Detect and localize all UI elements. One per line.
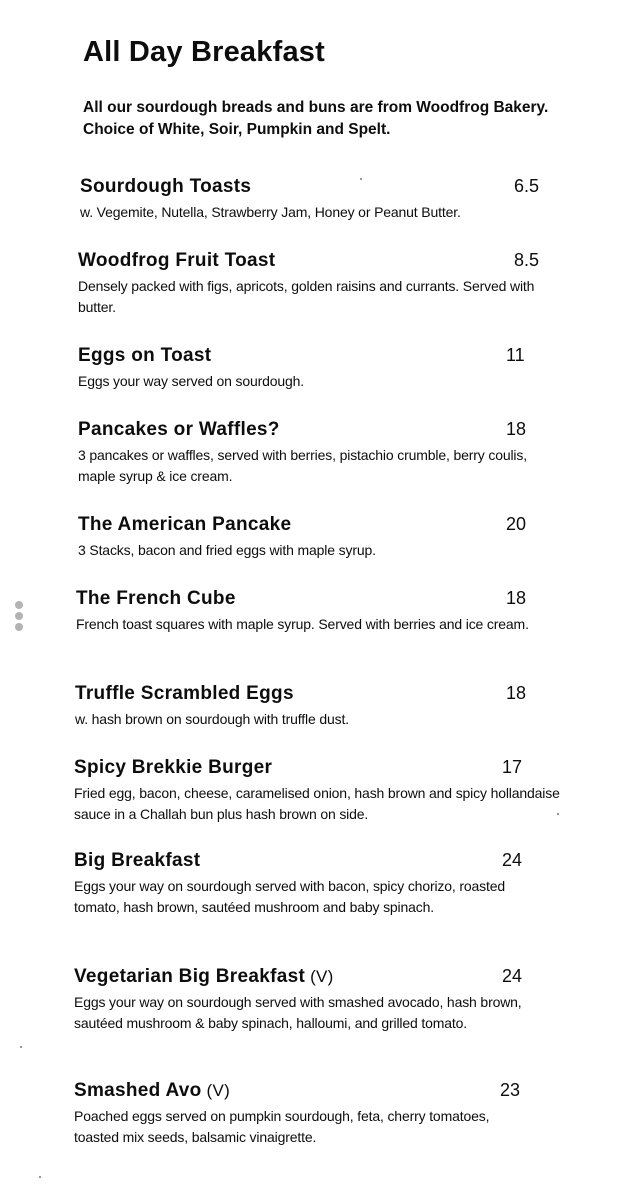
menu-item-name: Pancakes or Waffles? [78, 419, 280, 440]
menu-item-name: The French Cube [76, 588, 236, 609]
menu-item-description: 3 pancakes or waffles, served with berries, pistachio crumble, berry coulis, maple syrup & ice cream. [78, 447, 527, 484]
scan-speck [557, 813, 559, 815]
menu-item-name: The American Pancake [78, 514, 292, 535]
menu-item-name: Truffle Scrambled Eggs [75, 683, 294, 704]
menu-item-price: 18 [506, 419, 527, 439]
menu-item-the-french-cube [76, 588, 540, 635]
menu-item-description: w. Vegemite, Nutella, Strawberry Jam, Honey or Peanut Butter. [80, 204, 461, 220]
menu-item-price: 20 [506, 514, 527, 534]
menu-item-truffle-scrambled-eggs [75, 683, 540, 730]
menu-item-name: Sourdough Toasts [80, 176, 252, 197]
menu-item-price: 24 [502, 966, 523, 986]
ellipsis-dot [15, 612, 23, 620]
menu-item-price: 24 [502, 850, 523, 870]
menu-intro: All our sourdough breads and buns are from Woodfrog Bakery. Choice of White, Soir, Pumpkin and Spelt. [83, 99, 549, 138]
menu-item-description: French toast squares with maple syrup. Served with berries and ice cream. [76, 616, 529, 632]
menu-item-description: Fried egg, bacon, cheese, caramelised onion, hash brown and spicy hollandaise sauce in a Challah bun plus hash brown on side. [74, 785, 560, 822]
menu-item-price: 18 [506, 683, 527, 703]
menu-item-the-american-pancake [78, 514, 540, 561]
scan-speck [360, 178, 362, 180]
menu-title: All Day Breakfast [83, 36, 325, 68]
menu-item-smashed-avo [74, 1080, 534, 1147]
menu-item-pancakes-or-waffles [78, 419, 540, 486]
menu-item-big-breakfast [74, 850, 536, 917]
menu-item-description: Eggs your way served on sourdough. [78, 373, 305, 389]
menu-item-name: Woodfrog Fruit Toast [78, 250, 276, 271]
menu-item-price: 11 [506, 345, 525, 365]
menu-item-price: 23 [500, 1080, 521, 1100]
menu-item-woodfrog-fruit-toast [78, 250, 548, 317]
scan-speck [20, 1046, 22, 1048]
menu-item-price: 18 [506, 588, 527, 608]
menu-item-name: Smashed Avo (V) [74, 1080, 231, 1101]
menu-item-vegetarian-big-breakfast [74, 966, 536, 1033]
menu-item-description: Poached eggs served on pumpkin sourdough, feta, cherry tomatoes, toasted mix seeds, balsamic vinaigrette. [74, 1108, 490, 1145]
menu-item-description: w. hash brown on sourdough with truffle dust. [75, 711, 349, 727]
menu-item-name: Spicy Brekkie Burger [74, 757, 273, 778]
menu-item-name: Vegetarian Big Breakfast (V) [74, 966, 334, 987]
menu-item-eggs-on-toast [78, 345, 540, 392]
vegetarian-tag: (V) [310, 967, 334, 986]
menu-item-price: 6.5 [514, 176, 540, 196]
menu-item-name: Big Breakfast [74, 850, 201, 871]
ellipsis-dot [15, 601, 23, 609]
menu-item-description: 3 Stacks, bacon and fried eggs with maple syrup. [78, 542, 376, 558]
menu-item-description: Densely packed with figs, apricots, golden raisins and currants. Served with butter. [78, 278, 535, 315]
vertical-ellipsis-icon[interactable] [15, 601, 25, 634]
menu-item-price: 17 [502, 757, 523, 777]
menu-item-spicy-brekkie-burger [74, 757, 564, 824]
menu-item-price: 8.5 [514, 250, 540, 270]
menu-item-description: Eggs your way on sourdough served with smashed avocado, hash brown, sautéed mushroom & baby spinach, halloumi, and grilled tomato. [74, 994, 522, 1031]
vegetarian-tag: (V) [206, 1081, 231, 1100]
menu-item-description: Eggs your way on sourdough served with bacon, spicy chorizo, roasted tomato, hash brown, sautéed mushroom and baby spinach. [74, 878, 506, 915]
menu-item-sourdough-toasts [80, 176, 548, 223]
menu-item-name: Eggs on Toast [78, 345, 212, 366]
scan-speck [39, 1176, 41, 1178]
ellipsis-dot [15, 623, 23, 631]
